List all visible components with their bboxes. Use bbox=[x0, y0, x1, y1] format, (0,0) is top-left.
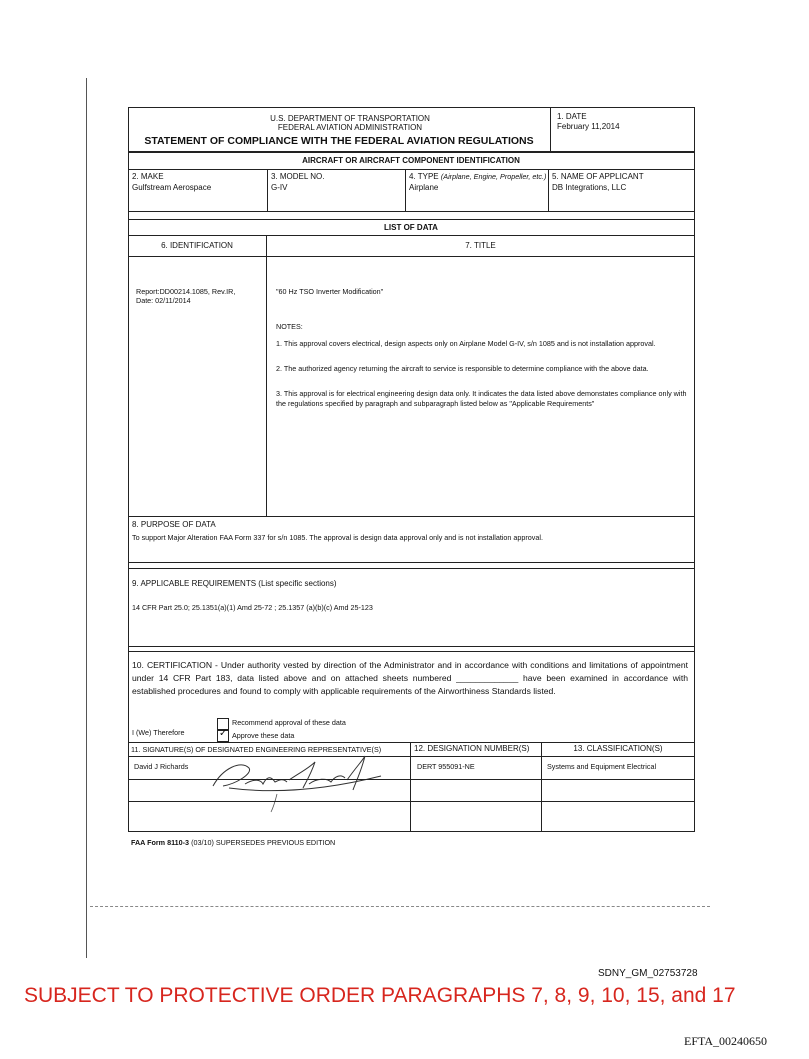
applicant-value: DB Integrations, LLC bbox=[552, 183, 627, 192]
classification-col-header: 13. CLASSIFICATION(S) bbox=[573, 744, 663, 753]
designation-col-header: 12. DESIGNATION NUMBER(S) bbox=[414, 744, 530, 753]
recommend-option-label: Recommend approval of these data bbox=[232, 718, 346, 727]
model-value: G-IV bbox=[271, 183, 288, 192]
col-title: 7. TITLE bbox=[465, 241, 496, 250]
designation-number: DERT 955091-NE bbox=[417, 762, 475, 771]
list-of-data-title: LIST OF DATA bbox=[384, 223, 438, 232]
type-label: 4. TYPE (Airplane, Engine, Propeller, etc.) bbox=[409, 172, 547, 181]
type-value: Airplane bbox=[409, 183, 439, 192]
col-identification: 6. IDENTIFICATION bbox=[161, 241, 233, 250]
make-label: 2. MAKE bbox=[132, 172, 164, 181]
signature-col-header: 11. SIGNATURE(S) OF DESIGNATED ENGINEERING REPRESENTATIVE(S) bbox=[131, 745, 382, 754]
note-1: 1. This approval covers electrical, design aspects only on Airplane Model G-IV, s/n 1085 and is not installation approval. bbox=[276, 339, 656, 348]
requirements-text: 14 CFR Part 25.0; 25.1351(a)(1) Amd 25-72 ; 25.1357 (a)(b)(c) Amd 25-123 bbox=[132, 603, 373, 612]
applicant-label: 5. NAME OF APPLICANT bbox=[552, 172, 644, 181]
header-dept: U.S. DEPARTMENT OF TRANSPORTATION bbox=[270, 114, 430, 123]
form-number: FAA Form 8110-3 (03/10) SUPERSEDES PREVIOUS EDITION bbox=[131, 838, 336, 847]
form-frame bbox=[128, 107, 695, 832]
scan-dash-line bbox=[90, 906, 710, 908]
data-title-value: "60 Hz TSO Inverter Modification" bbox=[276, 287, 384, 296]
make-value: Gulfstream Aerospace bbox=[132, 183, 212, 192]
therefore-label: I (We) Therefore bbox=[132, 728, 185, 737]
note-2: 2. The authorized agency returning the aircraft to service is responsible to determine compliance with the above data. bbox=[276, 364, 649, 373]
ident-line2: Date: 02/11/2014 bbox=[136, 296, 191, 305]
approve-checkbox[interactable] bbox=[217, 730, 229, 742]
approve-check-icon: ✓ bbox=[219, 728, 228, 739]
note-3: 3. This approval is for electrical engineering design data only. It indicates the data listed above demonstates compliance only with the regulations specified by paragraph and subparagraph listed below as "Applicable Requirements" bbox=[276, 389, 687, 408]
certification-text: 10. CERTIFICATION - Under authority vested by direction of the Administrator and in accordance with conditions and limitations of appointment under 14 CFR Part 183, data listed above and on attached sheets numbered _____________ have been examined in accordance with established procedures and found to comply with applicable requirements of the Airworthiness Standards listed. bbox=[132, 660, 688, 696]
signature-scribble bbox=[205, 754, 390, 814]
identification-title: AIRCRAFT OR AIRCRAFT COMPONENT IDENTIFICATION bbox=[302, 156, 520, 165]
scan-margin-line bbox=[86, 78, 87, 958]
model-label: 3. MODEL NO. bbox=[271, 172, 325, 181]
classification-value: Systems and Equipment Electrical bbox=[547, 762, 657, 771]
protective-order-notice: SUBJECT TO PROTECTIVE ORDER PARAGRAPHS 7, 8, 9, 10, 15, and 17 bbox=[24, 984, 736, 1007]
notes-label: NOTES: bbox=[276, 322, 303, 331]
date-label: 1. DATE bbox=[557, 112, 587, 121]
approve-option-label: Approve these data bbox=[232, 731, 295, 740]
signer-name: David J Richards bbox=[134, 762, 189, 771]
efta-number: EFTA_00240650 bbox=[684, 1034, 768, 1048]
ident-line1: Report:DD00214.1085, Rev.IR, bbox=[136, 287, 236, 296]
header-agency: FEDERAL AVIATION ADMINISTRATION bbox=[277, 123, 423, 132]
bates-number: SDNY_GM_02753728 bbox=[598, 968, 698, 979]
purpose-label: 8. PURPOSE OF DATA bbox=[132, 520, 216, 529]
header-statement: STATEMENT OF COMPLIANCE WITH THE FEDERAL AVIATION REGULATIONS bbox=[144, 135, 534, 147]
requirements-label: 9. APPLICABLE REQUIREMENTS (List specific sections) bbox=[132, 579, 337, 588]
date-value: February 11,2014 bbox=[557, 122, 620, 131]
purpose-text: To support Major Alteration FAA Form 337 for s/n 1085. The approval is design data approval only and is not installation approval. bbox=[132, 533, 543, 542]
